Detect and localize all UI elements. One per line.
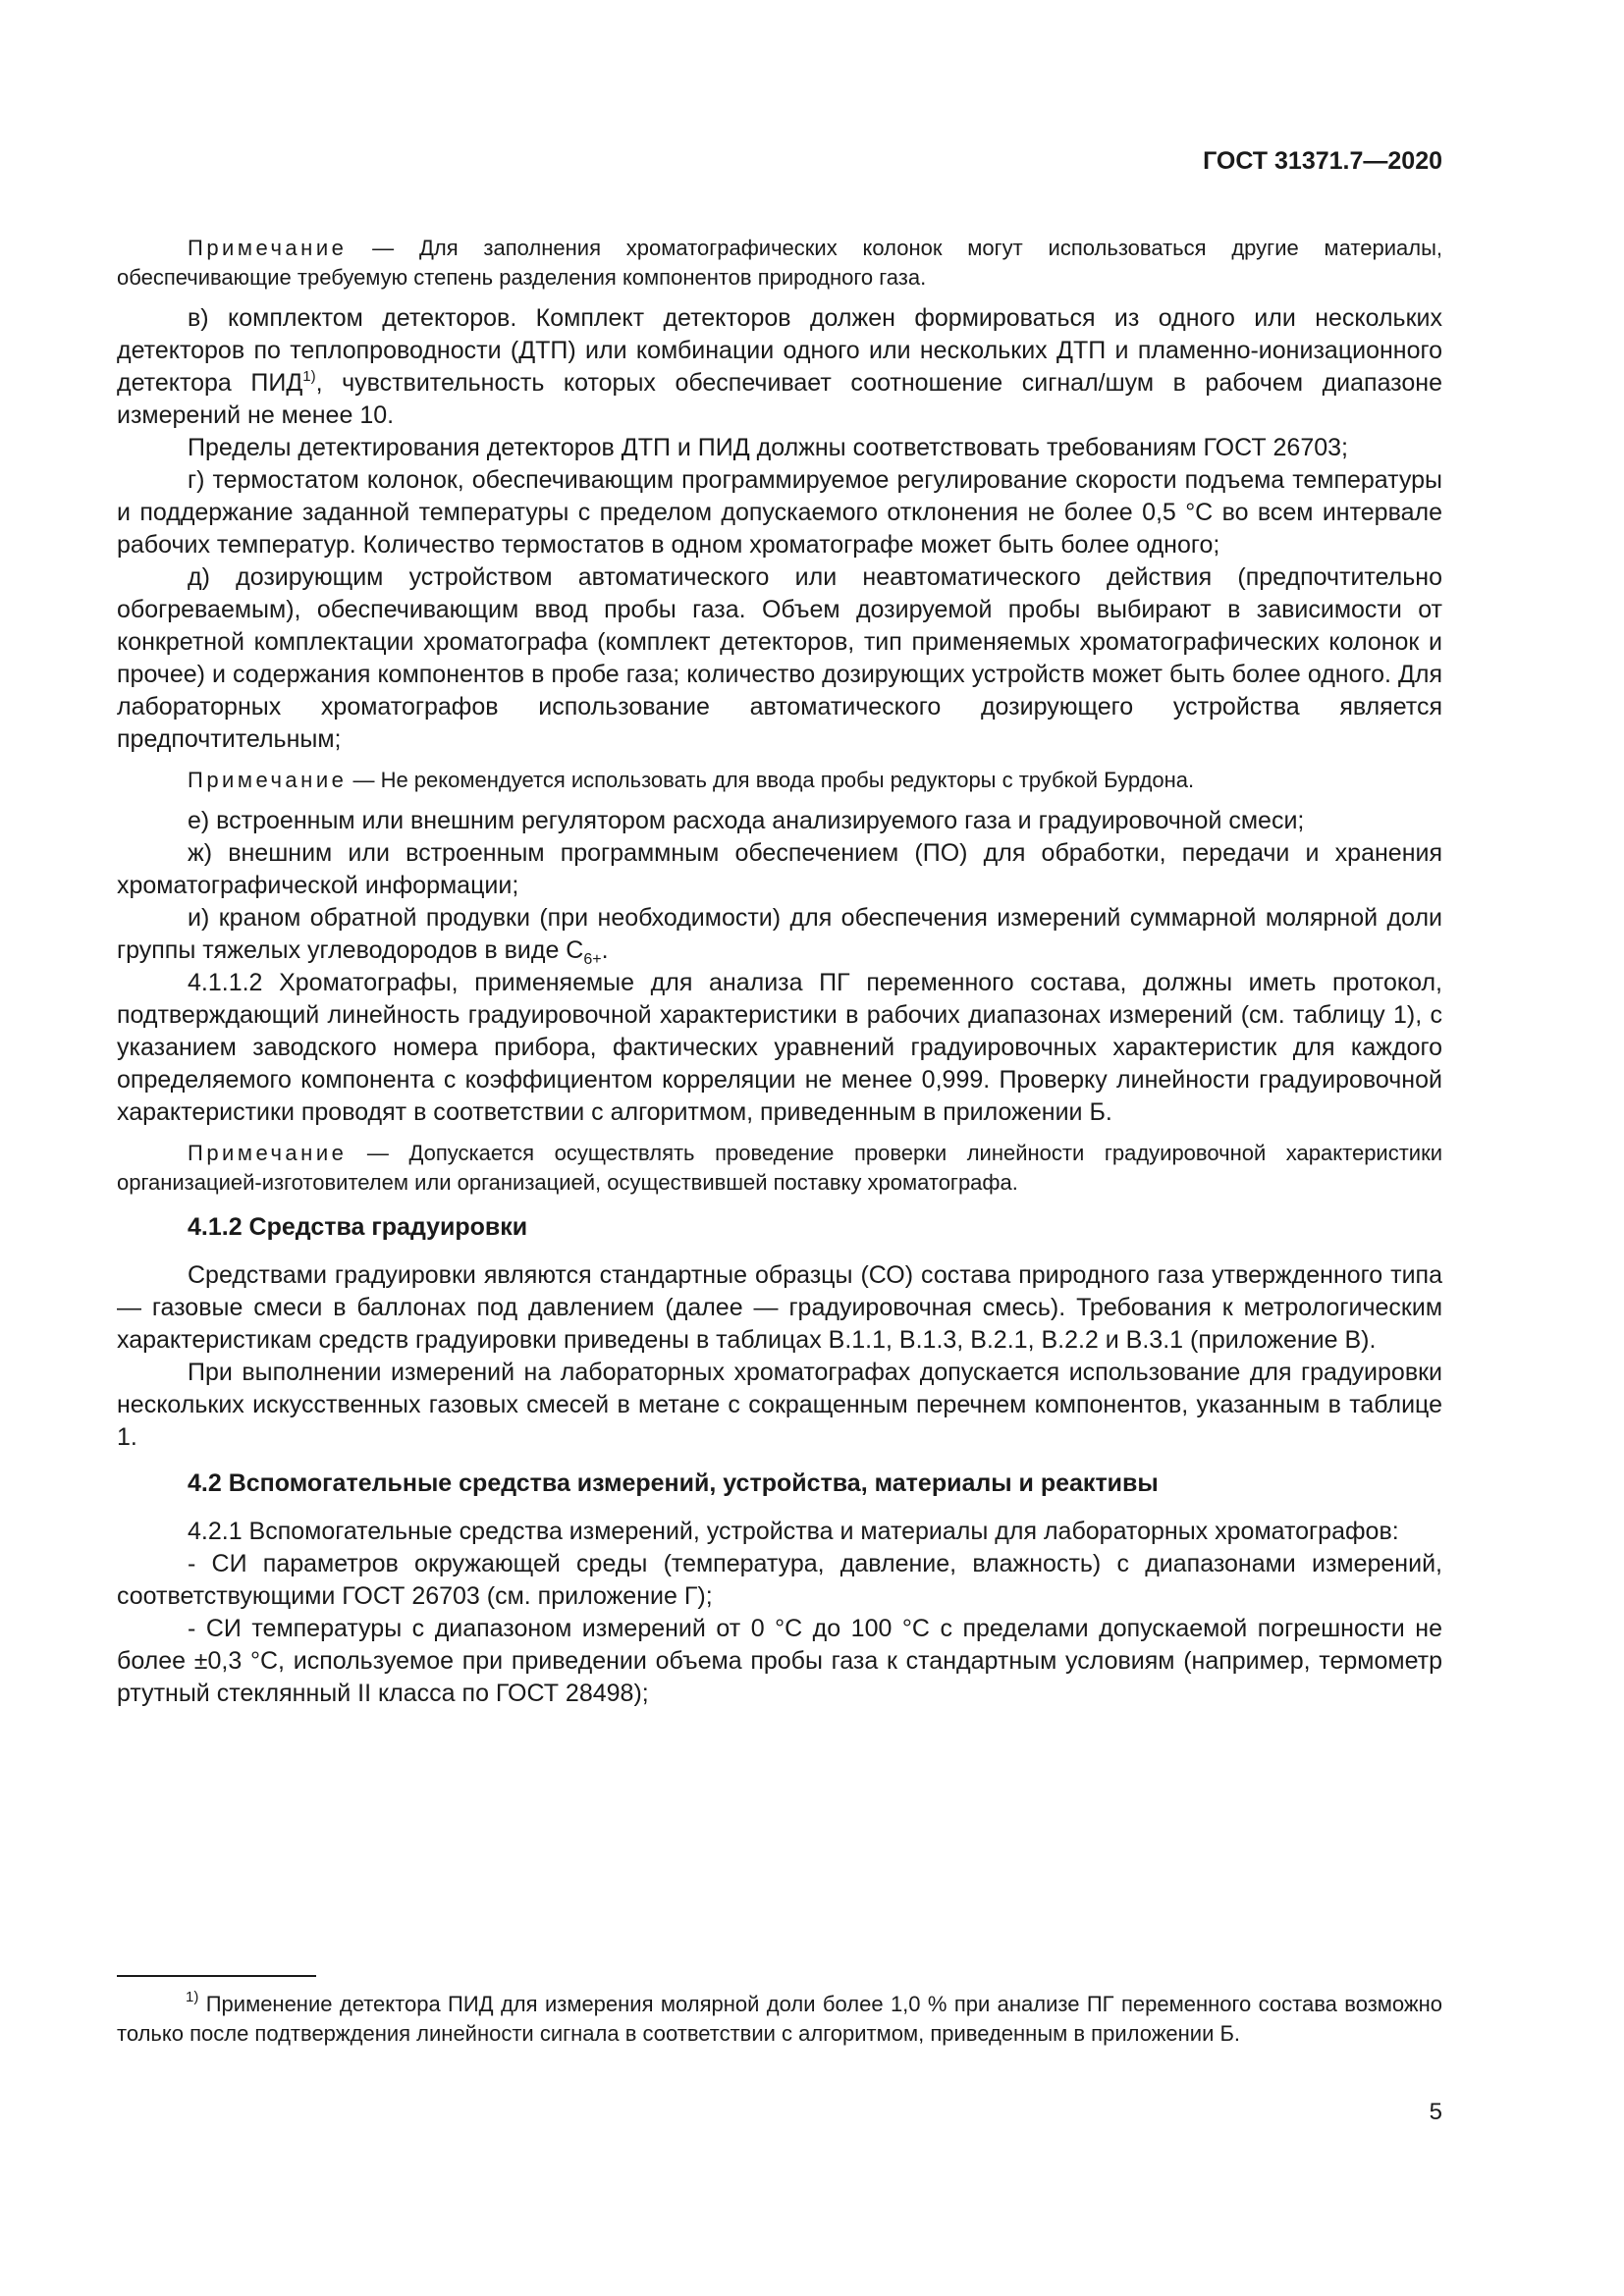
paragraph-4-2-1: 4.2.1 Вспомогательные средства измерений, устройства и материалы для лабораторных хроматографов: [188,1518,1399,1545]
paragraph: Пределы детектирования детекторов ДТП и ПИД должны соответствовать требованиям ГОСТ 26703; [188,434,1348,461]
section-heading-4-2: 4.2 Вспомогательные средства измерений, устройства, материалы и реактивы [188,1469,1159,1497]
list-item-i [117,902,1442,967]
footnote-ref: 1) [302,368,316,385]
note-label: Примечание [188,768,348,792]
document-body [117,224,1442,1710]
paragraph-text: и) краном обратной продувки (при необходимости) для обеспечения измерений суммарной молярной доли группы тяжелых углеводородов в виде С [117,904,1442,964]
footnote-text: Применение детектора ПИД для измерения молярной доли более 1,0 % при анализе ПГ переменного состава возможно только после подтверждения линейности сигнала в соответствии с алгоритмом, приведенным в приложении Б. [117,1992,1442,2046]
paragraph-text: , чувствительность которых обеспечивает соотношение сигнал/шум в рабочем диапазоне измерений не менее 10. [117,369,1442,429]
note [117,1139,1442,1198]
footnote-divider [117,1975,316,1977]
note [117,766,1442,795]
note [117,234,1442,293]
paragraph-4-1-1-2: 4.1.1.2 Хроматографы, применяемые для анализа ПГ переменного состава, должны иметь протокол, подтверждающий линейность градуировочной характеристики в рабочих диапазонах измерений (см. таблицу 1), с указанием заводского номера прибора, фактических уравнений градуировочных характеристик для каждого определяемого компонента с коэффициентом корреляции не менее 0,999. Проверку линейности градуировочной характеристики проводят в соответствии с алгоритмом, приведенным в приложении Б. [117,969,1442,1126]
list-item-zh: ж) внешним или встроенным программным обеспечением (ПО) для обработки, передачи и хранения хроматографической информации; [117,839,1442,899]
list-item-dash: - СИ параметров окружающей среды (температура, давление, влажность) с диапазонами измерений, соответствующими ГОСТ 26703 (см. приложение Г); [117,1550,1442,1610]
document-header: ГОСТ 31371.7—2020 [1203,147,1442,175]
list-item-v [117,302,1442,432]
paragraph-text: . [601,936,609,964]
subscript: 6+ [583,951,602,968]
page-number: 5 [1429,2099,1442,2125]
footnote-marker: 1) [186,1989,199,2005]
note-text: — Не рекомендуется использовать для ввода пробы редукторы с трубкой Бурдона. [347,768,1195,792]
list-item-d: д) дозирующим устройством автоматического или неавтоматического действия (предпочтительно обогреваемым), обеспечивающим ввод пробы газа. Объем дозируемой пробы выбирают в зависимости от конкретной комплектации хроматографа (комплект детекторов, тип применяемых хроматографических колонок и прочее) и содержания компонентов в пробе газа; количество дозирующих устройств может быть более одного. Для лабораторных хроматографов использование автоматического дозирующего устройства является предпочтительным; [117,563,1442,753]
section-heading-4-1-2: 4.1.2 Средства градуировки [188,1213,528,1241]
paragraph: Средствами градуировки являются стандартные образцы (СО) состава природного газа утвержденного типа — газовые смеси в баллонах под давлением (далее — градуировочная смесь). Требования к метрологическим характеристикам средств градуировки приведены в таблицах В.1.1, В.1.3, В.2.1, В.2.2 и В.3.1 (приложение В). [117,1261,1442,1354]
note-label: Примечание [188,1141,348,1165]
footnote [117,1990,1442,2049]
note-text: — Допускается осуществлять проведение проверки линейности градуировочной характеристики организацией-изготовителем или организацией, осуществившей поставку хроматографа. [117,1141,1442,1195]
list-item-dash: - СИ температуры с диапазоном измерений от 0 °С до 100 °С с пределами допускаемой погрешности не более ±0,3 °С, используемое при приведении объема пробы газа к стандартным условиям (например, термометр ртутный стеклянный II класса по ГОСТ 28498); [117,1615,1442,1707]
note-text: — Для заполнения хроматографических колонок могут использоваться другие материалы, обеспечивающие требуемую степень разделения компонентов природного газа. [117,236,1442,290]
list-item-g: г) термостатом колонок, обеспечивающим программируемое регулирование скорости подъема температуры и поддержание заданной температуры с пределом допускаемого отклонения не более 0,5 °С во всем интервале рабочих температур. Количество термостатов в одном хроматографе может быть более одного; [117,466,1442,559]
paragraph: При выполнении измерений на лабораторных хроматографах допускается использование для градуировки нескольких искусственных газовых смесей в метане с сокращенным перечнем компонентов, указанным в таблице 1. [117,1359,1442,1451]
paragraph-text: в) комплектом детекторов. Комплект детекторов должен формироваться из одного или нескольких детекторов по теплопроводности (ДТП) или комбинации одного или нескольких ДТП и пламенно-ионизационного детектора ПИД [117,304,1442,397]
note-label: Примечание [188,236,348,260]
list-item-e: е) встроенным или внешним регулятором расхода анализируемого газа и градуировочной смеси; [188,807,1305,834]
